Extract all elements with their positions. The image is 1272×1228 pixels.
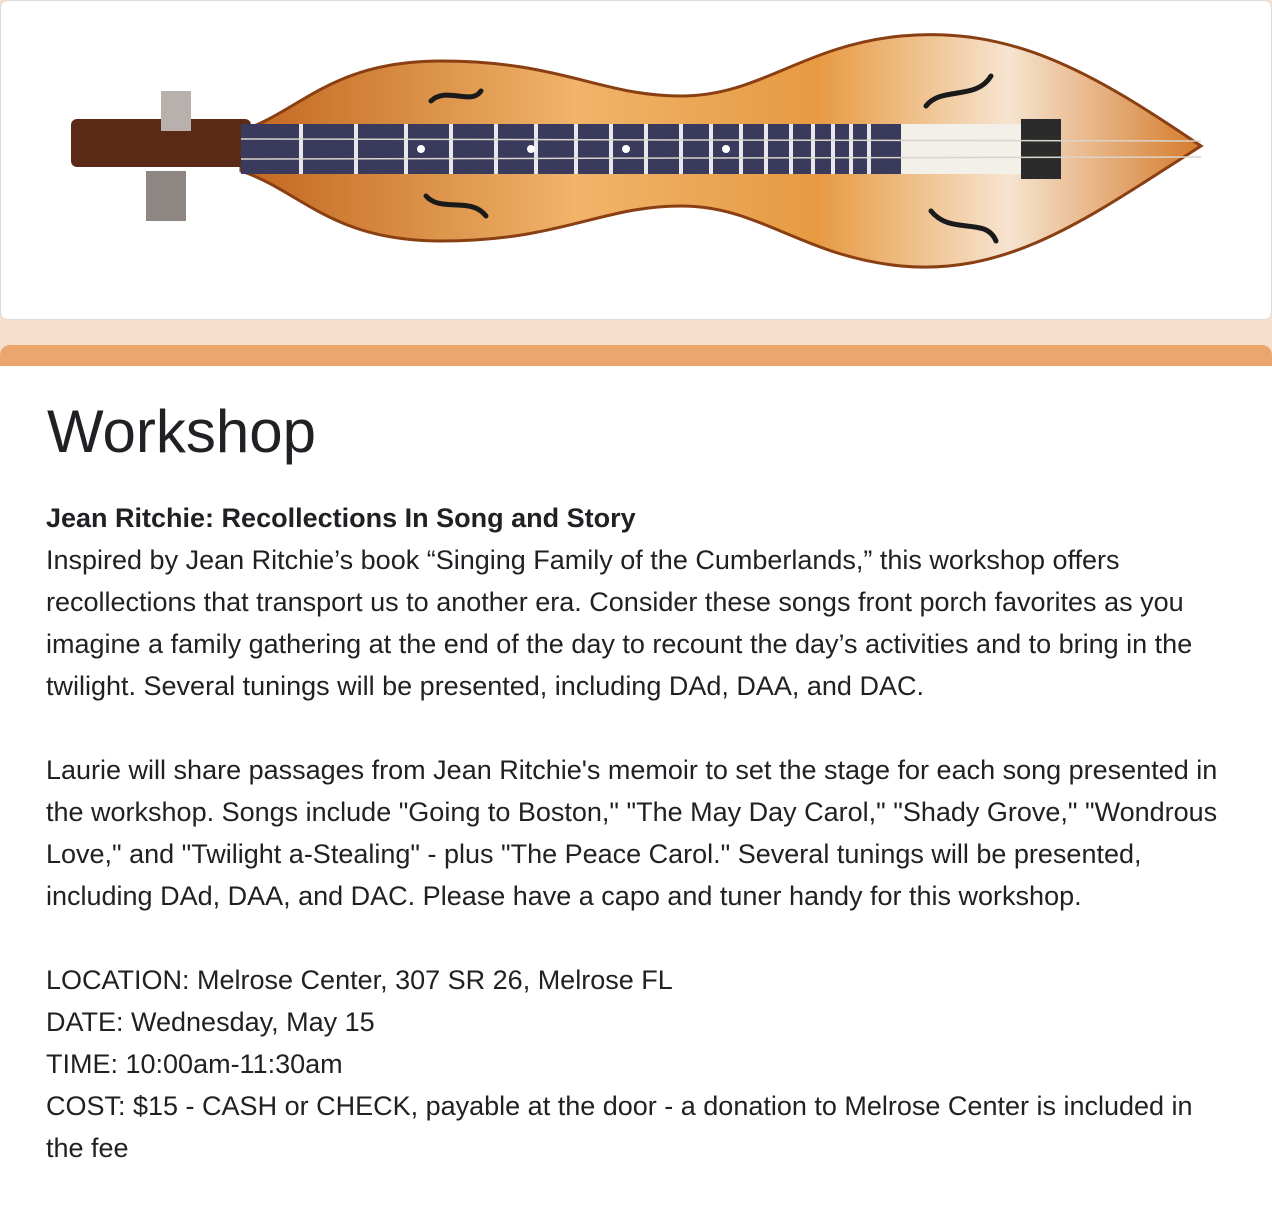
- form-title: Workshop: [47, 398, 317, 465]
- description-paragraph-1: Inspired by Jean Ritchie’s book “Singing Family of the Cumberlands,” this workshop offers recollections that transport us to another era. Consider these songs front porch favorites as you imagine a family gathering at the end of the day to recount the day’s activities and to bring in the twilight. Several tunings will be presented, including DAd, DAA, and DAC.: [46, 545, 1193, 701]
- location-line: LOCATION: Melrose Center, 307 SR 26, Melrose FL: [46, 965, 673, 995]
- paragraph-spacer: [46, 917, 1236, 959]
- form-header-card: [0, 345, 1272, 1228]
- header-banner: [0, 0, 1272, 320]
- paragraph-spacer: [46, 707, 1236, 749]
- form-description: [46, 497, 1236, 1169]
- cost-line: COST: $15 - CASH or CHECK, payable at the door - a donation to Melrose Center is included in the fee: [46, 1091, 1193, 1163]
- time-line: TIME: 10:00am-11:30am: [46, 1049, 343, 1079]
- description-paragraph-2: Laurie will share passages from Jean Ritchie's memoir to set the stage for each song presented in the workshop. Songs include "Going to Boston," "The May Day Carol," "Shady Grove," "Wondrous Love," and "Twilight a-Stealing" - plus "The Peace Carol." Several tunings will be presented, including DAd, DAA, and DAC. Please have a capo and tuner handy for this workshop.: [46, 755, 1218, 911]
- dulcimer-image: [1, 1, 1272, 320]
- workshop-subtitle: Jean Ritchie: Recollections In Song and Story: [46, 503, 636, 533]
- accent-bar: [0, 345, 1272, 366]
- date-line: DATE: Wednesday, May 15: [46, 1007, 375, 1037]
